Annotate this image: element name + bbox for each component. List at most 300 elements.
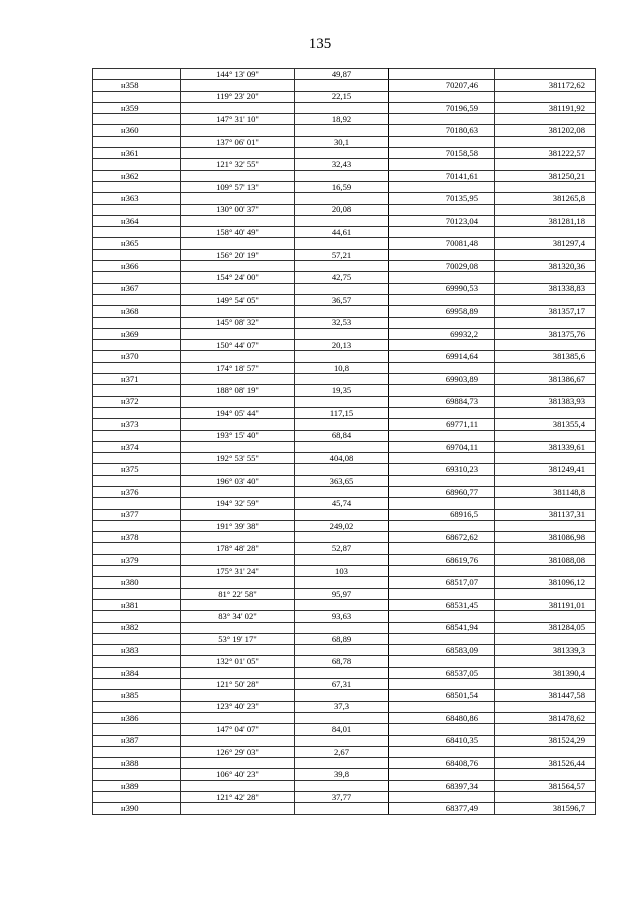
segment-length-cell: 20,08 bbox=[295, 204, 389, 215]
segment-length-cell: 39,8 bbox=[295, 769, 389, 780]
empty-cell bbox=[181, 328, 295, 339]
empty-cell bbox=[495, 136, 596, 147]
point-name-cell: н381 bbox=[93, 599, 181, 610]
segment-length-cell: 93,63 bbox=[295, 611, 389, 622]
y-coordinate-cell: 381383,93 bbox=[495, 396, 596, 407]
point-name-cell: н368 bbox=[93, 306, 181, 317]
segment-length-cell: 249,02 bbox=[295, 520, 389, 531]
empty-cell bbox=[295, 215, 389, 226]
empty-cell bbox=[389, 453, 495, 464]
point-name-cell: н386 bbox=[93, 712, 181, 723]
y-coordinate-cell: 381355,4 bbox=[495, 419, 596, 430]
y-coordinate-cell: 381148,8 bbox=[495, 486, 596, 497]
empty-cell bbox=[389, 701, 495, 712]
empty-cell bbox=[389, 91, 495, 102]
empty-cell bbox=[181, 758, 295, 769]
x-coordinate-cell: 70196,59 bbox=[389, 102, 495, 113]
direction-angle-cell: 156° 20' 19" bbox=[181, 249, 295, 260]
x-coordinate-cell: 70158,58 bbox=[389, 148, 495, 159]
y-coordinate-cell: 381338,83 bbox=[495, 283, 596, 294]
empty-cell bbox=[93, 340, 181, 351]
point-name-cell: н387 bbox=[93, 735, 181, 746]
empty-cell bbox=[181, 622, 295, 633]
empty-cell bbox=[181, 645, 295, 656]
y-coordinate-cell: 381096,12 bbox=[495, 577, 596, 588]
point-name-cell: н360 bbox=[93, 125, 181, 136]
empty-cell bbox=[181, 306, 295, 317]
empty-cell bbox=[495, 91, 596, 102]
empty-cell bbox=[93, 701, 181, 712]
direction-angle-cell: 150° 44' 07" bbox=[181, 340, 295, 351]
empty-cell bbox=[389, 746, 495, 757]
empty-cell bbox=[389, 362, 495, 373]
empty-cell bbox=[389, 294, 495, 305]
segment-length-cell: 2,67 bbox=[295, 746, 389, 757]
point-row bbox=[93, 577, 596, 588]
empty-cell bbox=[93, 588, 181, 599]
point-name-cell: н363 bbox=[93, 193, 181, 204]
empty-cell bbox=[389, 679, 495, 690]
x-coordinate-cell: 70141,61 bbox=[389, 170, 495, 181]
empty-cell bbox=[93, 159, 181, 170]
point-name-cell: н370 bbox=[93, 351, 181, 362]
empty-cell bbox=[389, 430, 495, 441]
empty-cell bbox=[181, 464, 295, 475]
direction-angle-cell: 53° 19' 17" bbox=[181, 633, 295, 644]
point-name-cell: н371 bbox=[93, 374, 181, 385]
empty-cell bbox=[495, 724, 596, 735]
x-coordinate-cell: 70123,04 bbox=[389, 215, 495, 226]
empty-cell bbox=[495, 385, 596, 396]
empty-cell bbox=[93, 724, 181, 735]
empty-cell bbox=[181, 803, 295, 814]
empty-cell bbox=[93, 362, 181, 373]
y-coordinate-cell: 381375,76 bbox=[495, 328, 596, 339]
direction-angle-cell: 123° 40' 23" bbox=[181, 701, 295, 712]
direction-angle-cell: 121° 42' 28" bbox=[181, 792, 295, 803]
empty-cell bbox=[495, 566, 596, 577]
point-row bbox=[93, 441, 596, 452]
empty-cell bbox=[495, 340, 596, 351]
empty-cell bbox=[495, 272, 596, 283]
segment-length-cell: 16,59 bbox=[295, 181, 389, 192]
x-coordinate-cell: 70029,08 bbox=[389, 261, 495, 272]
point-name-cell: н369 bbox=[93, 328, 181, 339]
empty-cell bbox=[295, 441, 389, 452]
empty-cell bbox=[181, 193, 295, 204]
segment-length-cell: 363,65 bbox=[295, 475, 389, 486]
empty-cell bbox=[93, 272, 181, 283]
point-row bbox=[93, 125, 596, 136]
segment-row bbox=[93, 136, 596, 147]
empty-cell bbox=[495, 181, 596, 192]
empty-cell bbox=[389, 543, 495, 554]
empty-cell bbox=[389, 159, 495, 170]
point-name-cell: н384 bbox=[93, 667, 181, 678]
empty-cell bbox=[93, 792, 181, 803]
direction-angle-cell: 137° 06' 01" bbox=[181, 136, 295, 147]
segment-row bbox=[93, 159, 596, 170]
empty-cell bbox=[389, 588, 495, 599]
point-name-cell: н388 bbox=[93, 758, 181, 769]
x-coordinate-cell: 69958,89 bbox=[389, 306, 495, 317]
point-row bbox=[93, 261, 596, 272]
segment-row bbox=[93, 430, 596, 441]
segment-row bbox=[93, 407, 596, 418]
x-coordinate-cell: 68583,09 bbox=[389, 645, 495, 656]
y-coordinate-cell: 381339,61 bbox=[495, 441, 596, 452]
empty-cell bbox=[495, 317, 596, 328]
x-coordinate-cell: 70135,95 bbox=[389, 193, 495, 204]
empty-cell bbox=[181, 554, 295, 565]
y-coordinate-cell: 381320,36 bbox=[495, 261, 596, 272]
segment-length-cell: 95,97 bbox=[295, 588, 389, 599]
empty-cell bbox=[295, 80, 389, 91]
x-coordinate-cell: 69310,23 bbox=[389, 464, 495, 475]
empty-cell bbox=[389, 769, 495, 780]
direction-angle-cell: 191° 39' 38" bbox=[181, 520, 295, 531]
empty-cell bbox=[495, 69, 596, 80]
empty-cell bbox=[495, 249, 596, 260]
segment-row bbox=[93, 769, 596, 780]
empty-cell bbox=[389, 317, 495, 328]
point-name-cell: н378 bbox=[93, 532, 181, 543]
point-row bbox=[93, 283, 596, 294]
empty-cell bbox=[295, 486, 389, 497]
direction-angle-cell: 132° 01' 05" bbox=[181, 656, 295, 667]
empty-cell bbox=[389, 136, 495, 147]
segment-length-cell: 52,87 bbox=[295, 543, 389, 554]
point-row bbox=[93, 328, 596, 339]
segment-length-cell: 37,77 bbox=[295, 792, 389, 803]
point-name-cell: н366 bbox=[93, 261, 181, 272]
empty-cell bbox=[389, 385, 495, 396]
segment-row bbox=[93, 520, 596, 531]
y-coordinate-cell: 381357,17 bbox=[495, 306, 596, 317]
point-name-cell: н359 bbox=[93, 102, 181, 113]
segment-row bbox=[93, 588, 596, 599]
segment-row bbox=[93, 701, 596, 712]
empty-cell bbox=[295, 374, 389, 385]
direction-angle-cell: 188° 08' 19" bbox=[181, 385, 295, 396]
segment-length-cell: 32,43 bbox=[295, 159, 389, 170]
x-coordinate-cell: 68672,62 bbox=[389, 532, 495, 543]
point-name-cell: н383 bbox=[93, 645, 181, 656]
empty-cell bbox=[295, 148, 389, 159]
empty-cell bbox=[181, 667, 295, 678]
x-coordinate-cell: 69932,2 bbox=[389, 328, 495, 339]
page-number: 135 bbox=[308, 36, 332, 52]
empty-cell bbox=[93, 453, 181, 464]
empty-cell bbox=[93, 475, 181, 486]
direction-angle-cell: 106° 40' 23" bbox=[181, 769, 295, 780]
empty-cell bbox=[93, 114, 181, 125]
y-coordinate-cell: 381265,8 bbox=[495, 193, 596, 204]
direction-angle-cell: 196° 03' 40" bbox=[181, 475, 295, 486]
point-row bbox=[93, 148, 596, 159]
segment-row bbox=[93, 746, 596, 757]
segment-row bbox=[93, 204, 596, 215]
empty-cell bbox=[495, 498, 596, 509]
segment-row bbox=[93, 566, 596, 577]
empty-cell bbox=[389, 633, 495, 644]
point-row bbox=[93, 238, 596, 249]
empty-cell bbox=[495, 159, 596, 170]
segment-length-cell: 42,75 bbox=[295, 272, 389, 283]
y-coordinate-cell: 381086,98 bbox=[495, 532, 596, 543]
empty-cell bbox=[389, 204, 495, 215]
segment-length-cell: 67,31 bbox=[295, 679, 389, 690]
empty-cell bbox=[295, 261, 389, 272]
point-row bbox=[93, 509, 596, 520]
empty-cell bbox=[93, 430, 181, 441]
direction-angle-cell: 147° 04' 07" bbox=[181, 724, 295, 735]
empty-cell bbox=[181, 419, 295, 430]
segment-row bbox=[93, 114, 596, 125]
direction-angle-cell: 81° 22' 58" bbox=[181, 588, 295, 599]
empty-cell bbox=[295, 283, 389, 294]
empty-cell bbox=[93, 679, 181, 690]
segment-row bbox=[93, 385, 596, 396]
segment-row bbox=[93, 679, 596, 690]
empty-cell bbox=[295, 509, 389, 520]
coordinates-table bbox=[92, 68, 596, 815]
y-coordinate-cell: 381137,31 bbox=[495, 509, 596, 520]
empty-cell bbox=[495, 520, 596, 531]
point-row bbox=[93, 780, 596, 791]
point-name-cell: н362 bbox=[93, 170, 181, 181]
x-coordinate-cell: 70207,46 bbox=[389, 80, 495, 91]
x-coordinate-cell: 69914,64 bbox=[389, 351, 495, 362]
empty-cell bbox=[181, 283, 295, 294]
empty-cell bbox=[495, 769, 596, 780]
empty-cell bbox=[389, 114, 495, 125]
empty-cell bbox=[181, 148, 295, 159]
direction-angle-cell: 193° 15' 40" bbox=[181, 430, 295, 441]
segment-length-cell: 19,35 bbox=[295, 385, 389, 396]
empty-cell bbox=[295, 645, 389, 656]
y-coordinate-cell: 381524,29 bbox=[495, 735, 596, 746]
empty-cell bbox=[181, 102, 295, 113]
direction-angle-cell: 158° 40' 49" bbox=[181, 227, 295, 238]
point-row bbox=[93, 419, 596, 430]
empty-cell bbox=[389, 340, 495, 351]
empty-cell bbox=[389, 520, 495, 531]
empty-cell bbox=[389, 249, 495, 260]
direction-angle-cell: 109° 57' 13" bbox=[181, 181, 295, 192]
point-name-cell: н373 bbox=[93, 419, 181, 430]
empty-cell bbox=[495, 701, 596, 712]
segment-length-cell: 117,15 bbox=[295, 407, 389, 418]
segment-row bbox=[93, 633, 596, 644]
y-coordinate-cell: 381564,57 bbox=[495, 780, 596, 791]
empty-cell bbox=[93, 543, 181, 554]
empty-cell bbox=[93, 611, 181, 622]
empty-cell bbox=[93, 69, 181, 80]
segment-row bbox=[93, 340, 596, 351]
x-coordinate-cell: 68619,76 bbox=[389, 554, 495, 565]
segment-length-cell: 20,13 bbox=[295, 340, 389, 351]
empty-cell bbox=[181, 215, 295, 226]
point-name-cell: н385 bbox=[93, 690, 181, 701]
point-name-cell: н367 bbox=[93, 283, 181, 294]
empty-cell bbox=[181, 80, 295, 91]
empty-cell bbox=[181, 780, 295, 791]
x-coordinate-cell: 68397,34 bbox=[389, 780, 495, 791]
segment-row bbox=[93, 498, 596, 509]
empty-cell bbox=[389, 181, 495, 192]
empty-cell bbox=[181, 599, 295, 610]
empty-cell bbox=[495, 746, 596, 757]
empty-cell bbox=[93, 181, 181, 192]
empty-cell bbox=[495, 204, 596, 215]
y-coordinate-cell: 381250,21 bbox=[495, 170, 596, 181]
empty-cell bbox=[495, 294, 596, 305]
direction-angle-cell: 121° 50' 28" bbox=[181, 679, 295, 690]
empty-cell bbox=[295, 577, 389, 588]
direction-angle-cell: 178° 48' 28" bbox=[181, 543, 295, 554]
empty-cell bbox=[495, 543, 596, 554]
empty-cell bbox=[495, 114, 596, 125]
point-row bbox=[93, 306, 596, 317]
empty-cell bbox=[495, 407, 596, 418]
direction-angle-cell: 194° 32' 59" bbox=[181, 498, 295, 509]
segment-row bbox=[93, 611, 596, 622]
empty-cell bbox=[295, 102, 389, 113]
empty-cell bbox=[495, 792, 596, 803]
point-name-cell: н390 bbox=[93, 803, 181, 814]
segment-row bbox=[93, 656, 596, 667]
empty-cell bbox=[295, 464, 389, 475]
segment-length-cell: 57,21 bbox=[295, 249, 389, 260]
x-coordinate-cell: 68501,54 bbox=[389, 690, 495, 701]
y-coordinate-cell: 381191,01 bbox=[495, 599, 596, 610]
empty-cell bbox=[389, 498, 495, 509]
point-row bbox=[93, 622, 596, 633]
empty-cell bbox=[295, 419, 389, 430]
empty-cell bbox=[389, 792, 495, 803]
point-row bbox=[93, 102, 596, 113]
y-coordinate-cell: 381284,05 bbox=[495, 622, 596, 633]
empty-cell bbox=[389, 272, 495, 283]
segment-row bbox=[93, 294, 596, 305]
empty-cell bbox=[295, 396, 389, 407]
segment-row bbox=[93, 475, 596, 486]
direction-angle-cell: 194° 05' 44" bbox=[181, 407, 295, 418]
empty-cell bbox=[295, 735, 389, 746]
empty-cell bbox=[181, 374, 295, 385]
direction-angle-cell: 174° 18' 57" bbox=[181, 362, 295, 373]
empty-cell bbox=[295, 554, 389, 565]
empty-cell bbox=[295, 690, 389, 701]
point-row bbox=[93, 532, 596, 543]
segment-row bbox=[93, 249, 596, 260]
point-row bbox=[93, 464, 596, 475]
empty-cell bbox=[495, 679, 596, 690]
empty-cell bbox=[93, 520, 181, 531]
x-coordinate-cell: 68480,86 bbox=[389, 712, 495, 723]
point-name-cell: н358 bbox=[93, 80, 181, 91]
empty-cell bbox=[181, 735, 295, 746]
empty-cell bbox=[495, 588, 596, 599]
y-coordinate-cell: 381596,7 bbox=[495, 803, 596, 814]
x-coordinate-cell: 70081,48 bbox=[389, 238, 495, 249]
segment-length-cell: 10,8 bbox=[295, 362, 389, 373]
empty-cell bbox=[93, 498, 181, 509]
empty-cell bbox=[389, 611, 495, 622]
y-coordinate-cell: 381088,08 bbox=[495, 554, 596, 565]
empty-cell bbox=[295, 780, 389, 791]
x-coordinate-cell: 69771,11 bbox=[389, 419, 495, 430]
point-row bbox=[93, 351, 596, 362]
empty-cell bbox=[495, 430, 596, 441]
x-coordinate-cell: 68916,5 bbox=[389, 509, 495, 520]
y-coordinate-cell: 381386,67 bbox=[495, 374, 596, 385]
segment-length-cell: 22,15 bbox=[295, 91, 389, 102]
point-name-cell: н379 bbox=[93, 554, 181, 565]
x-coordinate-cell: 68408,76 bbox=[389, 758, 495, 769]
empty-cell bbox=[181, 351, 295, 362]
empty-cell bbox=[93, 746, 181, 757]
y-coordinate-cell: 381281,18 bbox=[495, 215, 596, 226]
empty-cell bbox=[181, 577, 295, 588]
direction-angle-cell: 126° 29' 03" bbox=[181, 746, 295, 757]
point-row bbox=[93, 803, 596, 814]
segment-row bbox=[93, 272, 596, 283]
empty-cell bbox=[181, 238, 295, 249]
segment-length-cell: 18,92 bbox=[295, 114, 389, 125]
empty-cell bbox=[295, 125, 389, 136]
point-name-cell: н364 bbox=[93, 215, 181, 226]
empty-cell bbox=[389, 69, 495, 80]
point-name-cell: н382 bbox=[93, 622, 181, 633]
point-name-cell: н374 bbox=[93, 441, 181, 452]
empty-cell bbox=[495, 633, 596, 644]
segment-length-cell: 45,74 bbox=[295, 498, 389, 509]
y-coordinate-cell: 381191,92 bbox=[495, 102, 596, 113]
segment-length-cell: 44,61 bbox=[295, 227, 389, 238]
y-coordinate-cell: 381172,62 bbox=[495, 80, 596, 91]
y-coordinate-cell: 381339,3 bbox=[495, 645, 596, 656]
empty-cell bbox=[93, 204, 181, 215]
segment-row bbox=[93, 792, 596, 803]
segment-row bbox=[93, 543, 596, 554]
empty-cell bbox=[93, 566, 181, 577]
segment-row bbox=[93, 181, 596, 192]
y-coordinate-cell: 381390,4 bbox=[495, 667, 596, 678]
empty-cell bbox=[389, 656, 495, 667]
x-coordinate-cell: 69903,89 bbox=[389, 374, 495, 385]
empty-cell bbox=[295, 170, 389, 181]
segment-length-cell: 103 bbox=[295, 566, 389, 577]
empty-cell bbox=[389, 475, 495, 486]
empty-cell bbox=[93, 91, 181, 102]
x-coordinate-cell: 69990,53 bbox=[389, 283, 495, 294]
empty-cell bbox=[295, 328, 389, 339]
empty-cell bbox=[181, 690, 295, 701]
empty-cell bbox=[295, 351, 389, 362]
segment-length-cell: 68,89 bbox=[295, 633, 389, 644]
empty-cell bbox=[389, 724, 495, 735]
x-coordinate-cell: 68377,49 bbox=[389, 803, 495, 814]
point-name-cell: н377 bbox=[93, 509, 181, 520]
empty-cell bbox=[389, 566, 495, 577]
point-row bbox=[93, 396, 596, 407]
direction-angle-cell: 192° 53' 55" bbox=[181, 453, 295, 464]
direction-angle-cell: 130° 00' 37" bbox=[181, 204, 295, 215]
x-coordinate-cell: 70180,63 bbox=[389, 125, 495, 136]
empty-cell bbox=[495, 656, 596, 667]
